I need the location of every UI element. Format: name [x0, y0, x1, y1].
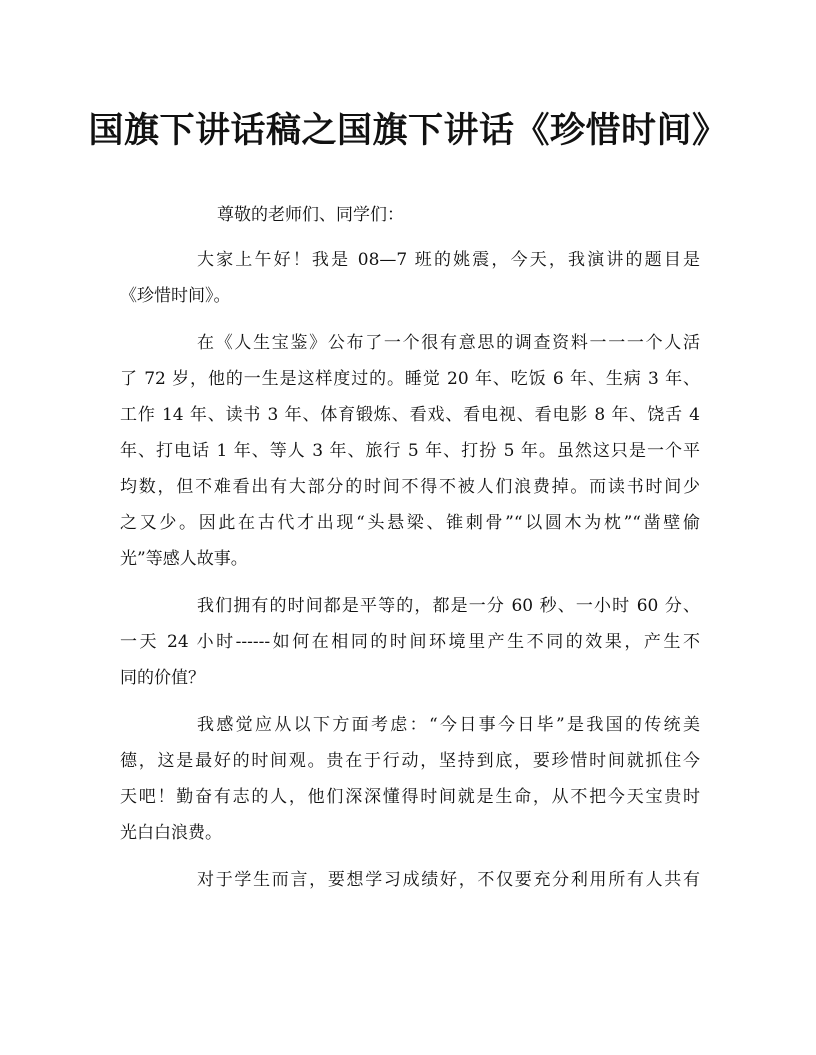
paragraph	[120, 325, 700, 577]
text-line: 一天 24 小时------如何在相同的时间环境里产生不同的效果，产生不	[120, 632, 700, 652]
text-line: 光”等感人故事。	[120, 549, 248, 569]
text-line: 同的价值？	[120, 668, 205, 688]
greeting: 尊敬的老师们、同学们：	[217, 205, 404, 225]
text-line: 工作 14 年、读书 3 年、体育锻炼、看戏、看电视、看电影 8 年、饶舌 4	[120, 405, 700, 425]
text-line: 《珍惜时间》。	[120, 286, 231, 306]
text-line: 年、打电话 1 年、等人 3 年、旅行 5 年、打扮 5 年。虽然这只是一个平	[120, 441, 700, 461]
paragraph	[120, 588, 700, 696]
body-text	[120, 242, 700, 898]
text-line: 大家上午好！我是 08—7 班的姚震，今天，我演讲的题目是	[197, 250, 700, 270]
paragraph	[120, 862, 700, 898]
text-line: 之又少。因此在古代才出现“头悬梁、锥刺骨”“以圆木为枕”“凿壁偷	[120, 513, 700, 533]
text-line: 在《人生宝鉴》公布了一个很有意思的调查资料一一一个人活	[197, 333, 700, 353]
text-line: 对于学生而言，要想学习成绩好，不仅要充分利用所有人共有	[197, 870, 700, 890]
text-line: 我感觉应从以下方面考虑：“今日事今日毕”是我国的传统美	[197, 715, 700, 735]
paragraph	[120, 242, 700, 314]
page-title: 国旗下讲话稿之国旗下讲话《珍惜时间》	[88, 110, 728, 151]
text-line: 德，这是最好的时间观。贵在于行动，坚持到底，要珍惜时间就抓住今	[120, 751, 700, 771]
text-line: 均数，但不难看出有大部分的时间不得不被人们浪费掉。而读书时间少	[120, 477, 700, 497]
text-line: 我们拥有的时间都是平等的，都是一分 60 秒、一小时 60 分、	[197, 596, 700, 616]
text-line: 光白白浪费。	[120, 823, 222, 843]
text-line: 了 72 岁，他的一生是这样度过的。睡觉 20 年、吃饭 6 年、生病 3 年、	[120, 369, 700, 389]
text-line: 天吧！勤奋有志的人，他们深深懂得时间就是生命，从不把今天宝贵时	[120, 787, 700, 807]
paragraph	[120, 707, 700, 851]
